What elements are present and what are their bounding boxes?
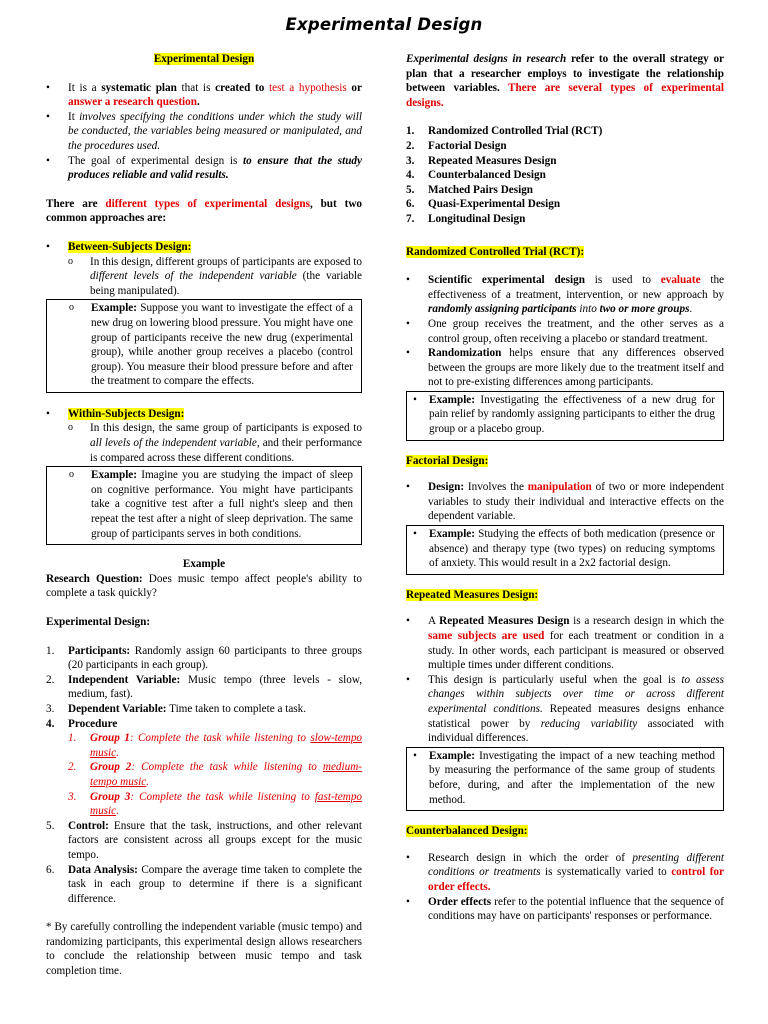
example-heading: Example [182, 558, 226, 571]
step-item: 5. Control: Ensure that the task, instructions, and other relevant factors are consistent across all groups except for the music tempo. [46, 819, 362, 861]
between-subjects-desc: o In this design, different groups of participants are exposed to different levels of the independent variable (the variable being manipulated). [46, 255, 362, 299]
between-subjects-example-box: o Example: Suppose you want to investigate the effect of a new drug on lowering blood pressure. You might have one group of participants receive the new drug (experimental group), while another group receives a placebo (control group). You measure their blood pressure before and after the treatment to compare the effects. [46, 299, 362, 393]
within-subjects-desc: o In this design, the same group of participants is exposed to all levels of the independent variable, and their performance is compared across these different conditions. [46, 421, 362, 465]
group-item: 2. Group 2: Complete the task while listening to medium-tempo music. [68, 761, 363, 788]
definition-item: • It involves specifying the conditions under which the study will be conducted, the variables being measured or manipulated, and the procedures used. [46, 110, 362, 154]
page-title: Experimental Design [285, 15, 483, 34]
section-heading-experimental-design: Experimental Design [153, 53, 255, 65]
within-subjects-example-box: o Example: Imagine you are studying the impact of sleep on cognitive performance. You might have participants take a cognitive test after a full night's sleep and then repeat the test after a night of sleep deprivation. The same group of participants serves in both conditions. [46, 466, 362, 545]
step-item: 3. Dependent Variable: Time taken to complete a task. [46, 702, 307, 715]
design-type-item: 1. Randomized Controlled Trial (RCT) [406, 125, 603, 138]
rct-example-box: • Example: Investigating the effectiveness of a new drug for pain relief by randomly assigning participants to either the drug group or a placebo group. [406, 391, 724, 441]
definition-item: • It is a systematic plan that is created to test a hypothesis or answer a research question. [46, 81, 362, 110]
design-types-list [406, 124, 724, 226]
group-item: 3. Group 3: Complete the task while listening to fast-tempo music. [68, 790, 363, 818]
design-steps [46, 644, 362, 732]
group-item: 1. Group 1: Complete the task while listening to slow-tempo music. [68, 732, 363, 759]
counterbalanced-bullets: • Research design in which the order of presenting different conditions or treatments is systematically varied to control for order effects. • Order effects refer to the potential influence that the sequence of conditions may have on participants' responses or performance. [406, 851, 724, 924]
factorial-bullets: • Design: Involves the manipulation of two or more independent variables to study their individual and interactive effects on the dependent variable. [406, 480, 724, 524]
design-type-item: 6. Quasi-Experimental Design [406, 198, 561, 211]
between-subjects-heading: Between-Subjects Design: [68, 240, 192, 253]
design-type-item: 3. Repeated Measures Design [406, 154, 557, 167]
design-type-item: 5. Matched Pairs Design [406, 183, 534, 196]
design-type-item: 7. Longitudinal Design [406, 212, 526, 225]
factorial-example-box: • Example: Studying the effects of both medication (presence or absence) and therapy type (two types) on reducing symptoms of anxiety. This would result in a 2x2 factorial design. [406, 525, 724, 575]
footnote: * By carefully controlling the independent variable (music tempo) and randomizing participants, this experimental design allows researchers to conclude the relationship between music tempo and task completion time. [46, 921, 362, 978]
repeated-measures-heading: Repeated Measures Design: [406, 588, 539, 601]
approaches-intro: There are different types of experimental designs, but two common approaches are: [46, 197, 362, 225]
design-type-item: 4. Counterbalanced Design [406, 169, 546, 182]
step-item: 2. Independent Variable: Music tempo (three levels - slow, medium, fast). [46, 673, 362, 701]
step-item: 6. Data Analysis: Compare the average time taken to complete the task in each group to determine if there is a significant difference. [46, 863, 363, 905]
definition-list [46, 81, 362, 183]
left-column [46, 52, 362, 979]
research-question: Research Question: Does music tempo affect people's ability to complete a task quickly? [46, 572, 362, 600]
right-column [406, 52, 724, 924]
between-subjects-section [46, 240, 362, 255]
design-type-item: 2. Factorial Design [406, 139, 507, 152]
experimental-design-label: Experimental Design: [46, 616, 151, 628]
repeated-measures-bullets: • A Repeated Measures Design is a research design in which the same subjects are used for each treatment or condition in a study. In other words, each participant is measured or observed multiple times under different conditions. • This design is particularly useful when the goal is to assess changes within subjects over time or across different experimental conditions. Repeated measures designs enhance statistical power by reducing variability associated with individual differences. [406, 614, 724, 745]
rct-bullets: • Scientific experimental design is used to evaluate the effectiveness of a treatment, intervention, or new approach by randomly assigning participants into two or more groups. • One group receives the treatment, and the other serves as a control group, often receiving a placebo or standard treatment. • Randomization helps ensure that any differences observed between the groups are more likely due to the treatment itself and not to pre-existing differences among participants. [406, 273, 724, 390]
within-subjects-heading: Within-Subjects Design: [68, 407, 185, 420]
counterbalanced-heading: Counterbalanced Design: [406, 825, 528, 838]
repeated-measures-example-box: • Example: Investigating the impact of a new teaching method by measuring the performance of the same group of students before, during, and after the implementation of the new method. [406, 747, 724, 811]
factorial-heading: Factorial Design: [406, 454, 489, 467]
step-item: 1. Participants: Randomly assign 60 participants to three groups (20 participants in each group). [46, 644, 362, 672]
design-steps-continued [46, 819, 362, 907]
definition-item: • The goal of experimental design is to ensure that the study produces reliable and valid results. [46, 154, 362, 183]
intro-paragraph: Experimental designs in research refer to the overall strategy or plan that a researcher employs to investigate the relationship between variables. There are several types of experimental designs. [406, 53, 725, 109]
step-item: 4. Procedure [46, 717, 118, 730]
procedure-groups [46, 731, 362, 819]
rct-heading: Randomized Controlled Trial (RCT): [406, 245, 585, 258]
within-subjects-section [46, 407, 362, 422]
